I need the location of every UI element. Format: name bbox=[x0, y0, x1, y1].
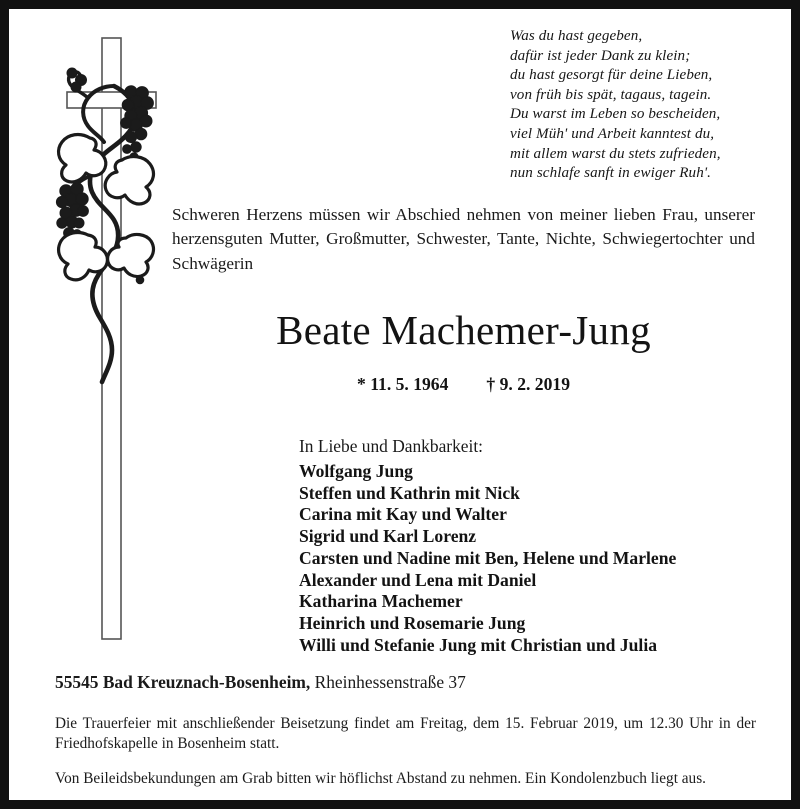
condolence-note: Von Beileidsbekundungen am Grab bitten wir höflichst Abstand zu nehmen. Ein Kondolenzbuch liegt aus. bbox=[55, 769, 706, 787]
poem-line: Du warst im Leben so bescheiden, bbox=[510, 106, 721, 123]
funeral-service-note: Die Trauerfeier mit anschließender Beisetzung findet am Freitag, dem 15. Februar 2019, um 12.30 Uhr in der Friedhofskapelle in Bosenheim statt. bbox=[55, 715, 756, 753]
survivor-name: Alexander und Lena mit Daniel bbox=[299, 569, 537, 590]
obituary-page bbox=[9, 9, 791, 800]
poem-line: von früh bis spät, tagaus, tagein. bbox=[510, 86, 712, 103]
survivor-name: Wolfgang Jung bbox=[299, 461, 413, 481]
poem-line: nun schlafe sanft in ewiger Ruh'. bbox=[510, 165, 712, 182]
cross-with-grapevine-icon bbox=[36, 20, 186, 645]
survivor-name: Heinrich und Rosemarie Jung bbox=[299, 612, 526, 633]
poem-line: dafür ist jeder Dank zu klein; bbox=[510, 47, 691, 64]
memorial-poem bbox=[510, 27, 780, 184]
poem-line: Was du hast gegeben, bbox=[510, 28, 643, 44]
death-date-value: 9. 2. 2019 bbox=[499, 374, 570, 394]
asterisk-icon: * bbox=[357, 374, 366, 394]
survivor-name: Katharina Machemer bbox=[299, 591, 463, 612]
survivors-heading: In Liebe und Dankbarkeit: bbox=[299, 436, 483, 456]
address-street: Rheinhessenstraße 37 bbox=[314, 672, 466, 692]
survivor-name: Carina mit Kay und Walter bbox=[299, 504, 507, 525]
survivors-list bbox=[299, 461, 759, 656]
birth-date bbox=[357, 374, 448, 394]
intro-paragraph: Schweren Herzens müssen wir Abschied nehmen von meiner lieben Frau, unserer herzensguten Mutter, Großmutter, Schwester, Tante, Nichte, Schwiegertochter und Schwägerin bbox=[172, 205, 755, 273]
cross-dagger-icon: † bbox=[486, 374, 496, 394]
survivor-name: Sigrid und Karl Lorenz bbox=[299, 526, 477, 547]
survivor-name: Carsten und Nadine mit Ben, Helene und Marlene bbox=[299, 547, 677, 568]
address-city: 55545 Bad Kreuznach-Bosenheim, bbox=[55, 672, 311, 692]
birth-date-value: 11. 5. 1964 bbox=[370, 374, 449, 394]
survivor-name: Willi und Stefanie Jung mit Christian und Julia bbox=[299, 634, 658, 655]
poem-line: viel Müh' und Arbeit kanntest du, bbox=[510, 125, 715, 142]
life-dates bbox=[172, 374, 755, 395]
poem-line: mit allem warst du stets zufrieden, bbox=[510, 145, 721, 162]
survivor-name: Steffen und Kathrin mit Nick bbox=[299, 482, 520, 503]
death-date bbox=[486, 374, 570, 394]
deceased-name: Beate Machemer-Jung bbox=[276, 307, 651, 353]
poem-line: du hast gesorgt für deine Lieben, bbox=[510, 67, 713, 84]
address-line bbox=[55, 671, 755, 693]
service-details bbox=[55, 714, 756, 789]
survivors-block bbox=[299, 434, 759, 656]
